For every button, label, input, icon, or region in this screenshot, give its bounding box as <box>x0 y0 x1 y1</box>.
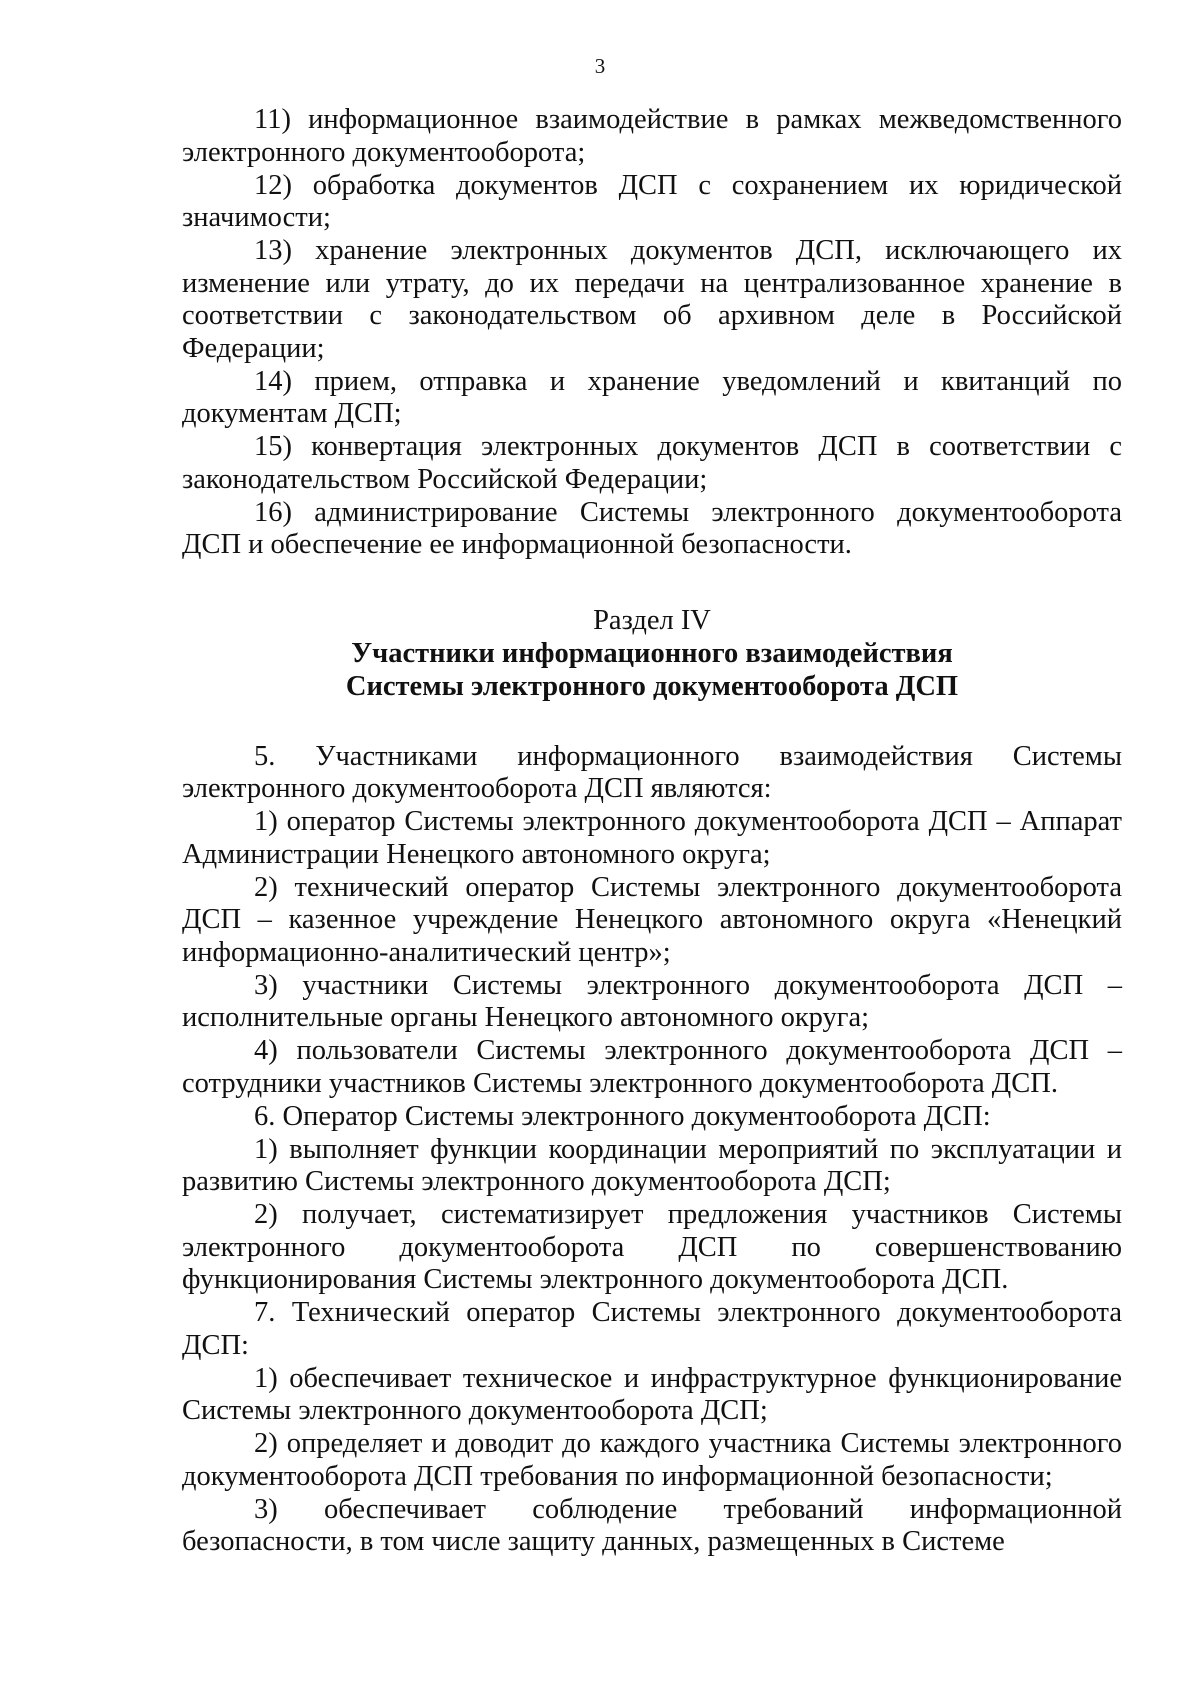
list-item-16: 16) администрирование Системы электронного документооборота ДСП и обеспечение ее информационной безопасности. <box>182 496 1122 560</box>
clause-7-item-3: 3) обеспечивает соблюдение требований информационной безопасности, в том числе защиту данных, размещенных в Системе <box>182 1493 1122 1557</box>
clause-7-item-1: 1) обеспечивает техническое и инфраструктурное функционирование Системы электронного документооборота ДСП; <box>182 1362 1122 1426</box>
section-title-line-1: Участники информационного взаимодействия <box>351 637 953 669</box>
page-number: 3 <box>594 54 606 78</box>
clause-5-item-3: 3) участники Системы электронного документооборота ДСП – исполнительные органы Ненецкого автономного округа; <box>182 969 1122 1033</box>
section-heading <box>182 604 1122 703</box>
clause-6: 6. Оператор Системы электронного документооборота ДСП: <box>254 1100 991 1132</box>
list-item-11: 11) информационное взаимодействие в рамках межведомственного электронного документооборота; <box>182 104 1122 168</box>
clause-7-item-2: 2) определяет и доводит до каждого участника Системы электронного документооборота ДСП требования по информационной безопасности; <box>182 1428 1122 1492</box>
list-item-14: 14) прием, отправка и хранение уведомлений и квитанций по документам ДСП; <box>182 365 1122 429</box>
clause-5-item-2: 2) технический оператор Системы электронного документооборота ДСП – казенное учреждение Ненецкого автономного округа «Ненецкий информационно-аналитический центр»; <box>182 871 1122 968</box>
list-item-12: 12) обработка документов ДСП с сохранением их юридической значимости; <box>182 169 1122 233</box>
clause-6-item-2: 2) получает, систематизирует предложения участников Системы электронного документооборота ДСП по совершенствованию функционирования Системы электронного документооборота ДСП. <box>182 1199 1122 1295</box>
document-body <box>182 104 1122 1559</box>
clause-5-item-1: 1) оператор Системы электронного документооборота ДСП – Аппарат Администрации Ненецкого автономного округа; <box>182 806 1122 870</box>
section-title-line-2: Системы электронного документооборота ДСП <box>345 670 959 702</box>
section-label: Раздел IV <box>593 604 711 636</box>
clause-5: 5. Участниками информационного взаимодействия Системы электронного документооборота ДСП являются: <box>182 740 1122 804</box>
clause-6-item-1: 1) выполняет функции координации мероприятий по эксплуатации и развитию Системы электронного документооборота ДСП; <box>182 1133 1122 1197</box>
clause-7: 7. Технический оператор Системы электронного документооборота ДСП: <box>182 1297 1122 1361</box>
list-item-15: 15) конвертация электронных документов ДСП в соответствии с законодательством Российской Федерации; <box>182 431 1122 495</box>
list-item-13: 13) хранение электронных документов ДСП, исключающего их изменение или утрату, до их передачи на централизованное хранение в соответствии с законодательством об архивном деле в Российской Федерации; <box>182 235 1122 364</box>
clause-5-item-4: 4) пользователи Системы электронного документооборота ДСП – сотрудники участников Системы электронного документооборота ДСП. <box>182 1035 1122 1099</box>
